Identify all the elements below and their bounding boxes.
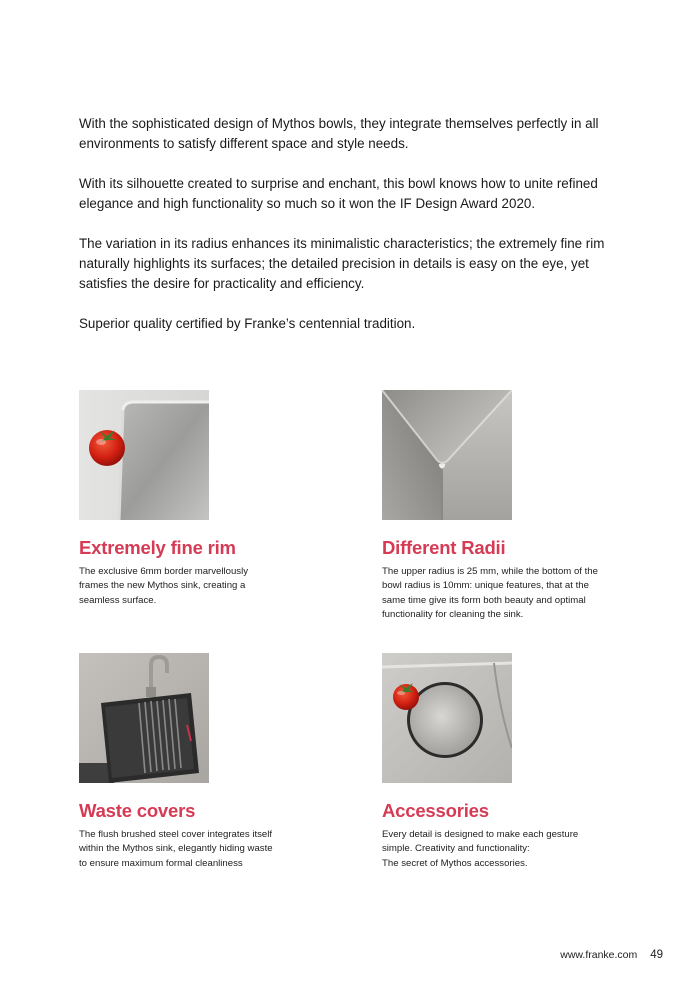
fine-rim-photo — [79, 390, 209, 520]
feature-fine-rim — [79, 390, 329, 608]
feature-description: The upper radius is 25 mm, while the bottom of the bowl radius is 10mm: unique features, that at the same time give its form both beauty and optimal functionality for cleaning the sink. — [382, 566, 598, 620]
feature-description: The flush brushed steel cover integrates itself within the Mythos sink, elegantly hiding waste to ensure maximum formal cleanliness — [79, 829, 273, 869]
feature-description: Every detail is designed to make each gesture simple. Creativity and functionality: The secret of Mythos accessories. — [382, 829, 579, 869]
intro-paragraph: Superior quality certified by Franke’s centennial tradition. — [79, 316, 416, 331]
different-radii-photo — [382, 390, 512, 520]
feature-different-radii — [382, 390, 632, 622]
intro-paragraph: With its silhouette created to surprise and enchant, this bowl knows how to unite refined elegance and high functionality so much so it won the IF Design Award 2020. — [79, 176, 598, 211]
intro-text — [79, 114, 624, 354]
intro-paragraph: With the sophisticated design of Mythos bowls, they integrate themselves perfectly in all environments to satisfy different space and style needs. — [79, 116, 599, 151]
page-footer — [560, 949, 663, 961]
feature-title: Waste covers — [79, 800, 196, 821]
website-link[interactable]: www.franke.com — [560, 949, 638, 961]
waste-covers-photo — [79, 653, 209, 783]
intro-paragraph: The variation in its radius enhances its minimalistic characteristics; the extremely fine rim naturally highlights its surfaces; the detailed precision in details is easy on the eye, yet satisfies the desire for practicality and efficiency. — [79, 236, 605, 291]
feature-description: The exclusive 6mm border marvellously frames the new Mythos sink, creating a seamless surface. — [79, 566, 249, 606]
feature-waste-covers — [79, 653, 329, 871]
feature-title: Extremely fine rim — [79, 537, 236, 558]
feature-title: Different Radii — [382, 537, 506, 558]
feature-accessories — [382, 653, 632, 871]
accessories-photo — [382, 653, 512, 783]
feature-title: Accessories — [382, 800, 489, 821]
page-number: 49 — [650, 949, 663, 961]
